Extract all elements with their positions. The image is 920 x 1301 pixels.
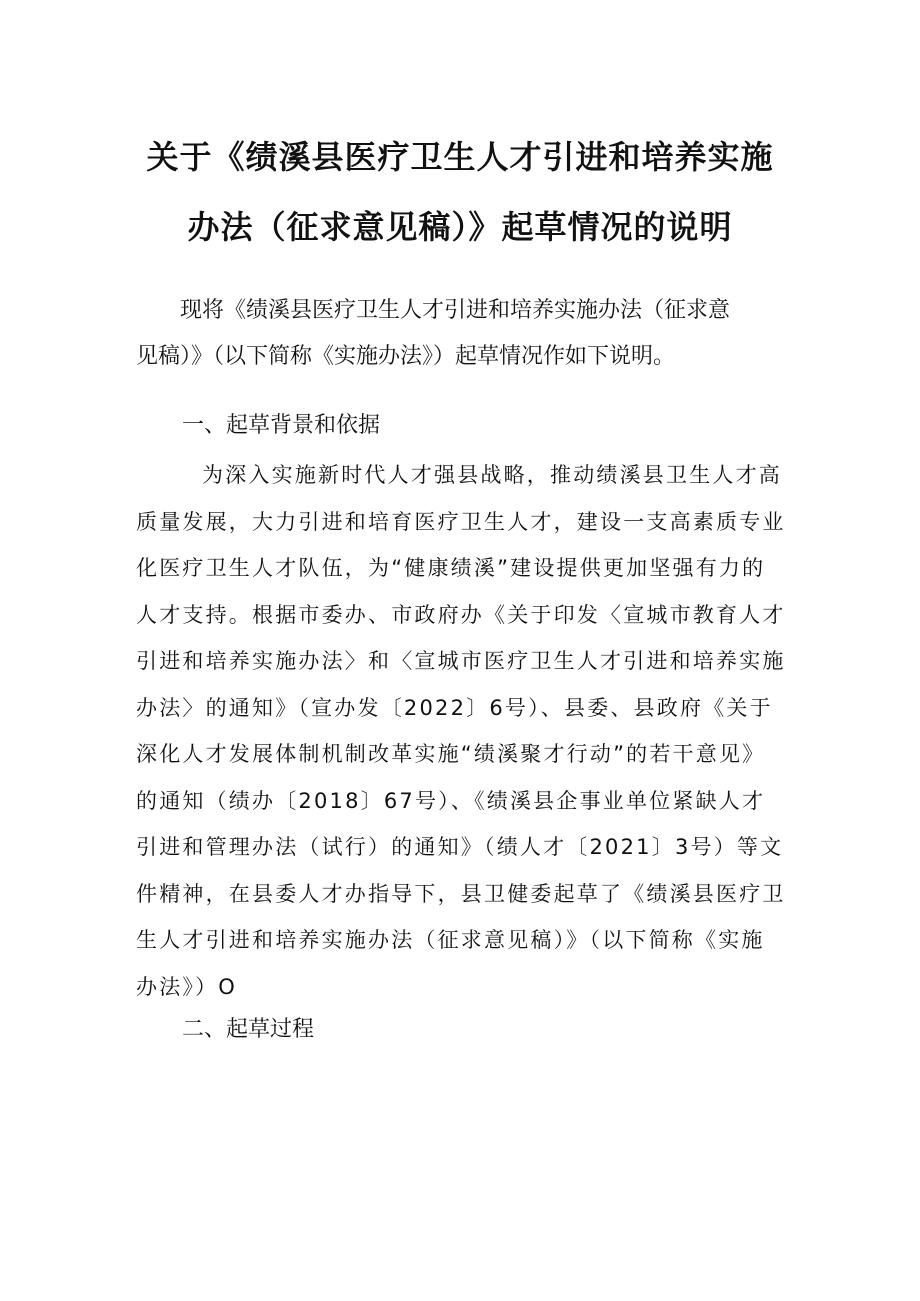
- paragraph-line: 件精神，在县委人才办指导下，县卫健委起草了《绩溪县医疗卫: [136, 881, 786, 906]
- paragraph-line: 的通知（绩办〔2018〕67号）、《绩溪县企事业单位紧缺人才: [136, 788, 766, 813]
- intro-paragraph: [136, 288, 786, 380]
- section-heading-process: 二、起草过程: [182, 1017, 315, 1042]
- paragraph-line: 引进和培养实施办法〉和〈宣城市医疗卫生人才引进和培养实施: [136, 649, 786, 673]
- paragraph-line: 化医疗卫生人才队伍，为“健康绩溪”建设提供更加坚强有力的: [136, 556, 766, 580]
- paragraph-line: 办法〉的通知》（宣办发〔2022〕6号）、县委、县政府《关于: [136, 695, 773, 720]
- paragraph-line: 质量发展，大力引进和培育医疗卫生人才，建设一支高素质专业: [136, 509, 786, 534]
- section-background-paragraph: [136, 452, 796, 1010]
- paragraph-line: 人才支持。根据市委办、市政府办《关于印发〈宣城市教育人才: [136, 602, 786, 627]
- intro-line: 现将《绩溪县医疗卫生人才引进和培养实施办法（征求意: [180, 298, 731, 323]
- section-heading-background: 一、起草背景和依据: [182, 413, 381, 438]
- paragraph-line: 为深入实施新时代人才强县战略，推动绩溪县卫生人才高: [202, 463, 782, 487]
- document-title-line-2: 办法（征求意见稿）》起草情况的说明: [187, 208, 733, 246]
- intro-line: 见稿）》（以下简称《实施办法》）起草情况作如下说明。: [136, 344, 676, 369]
- paragraph-line: 办法》）O: [136, 974, 238, 999]
- paragraph-line: 生人才引进和培养实施办法（征求意见稿）》（以下简称《实施: [136, 928, 765, 952]
- paragraph-line: 引进和管理办法（试行）的通知》（绩人才〔2021〕3号）等文: [136, 835, 784, 859]
- document-title-line-1: 关于《绩溪县医疗卫生人才引进和培养实施: [146, 138, 774, 176]
- paragraph-line: 深化人才发展体制机制改革实施“绩溪聚才行动”的若干意见》: [136, 742, 766, 766]
